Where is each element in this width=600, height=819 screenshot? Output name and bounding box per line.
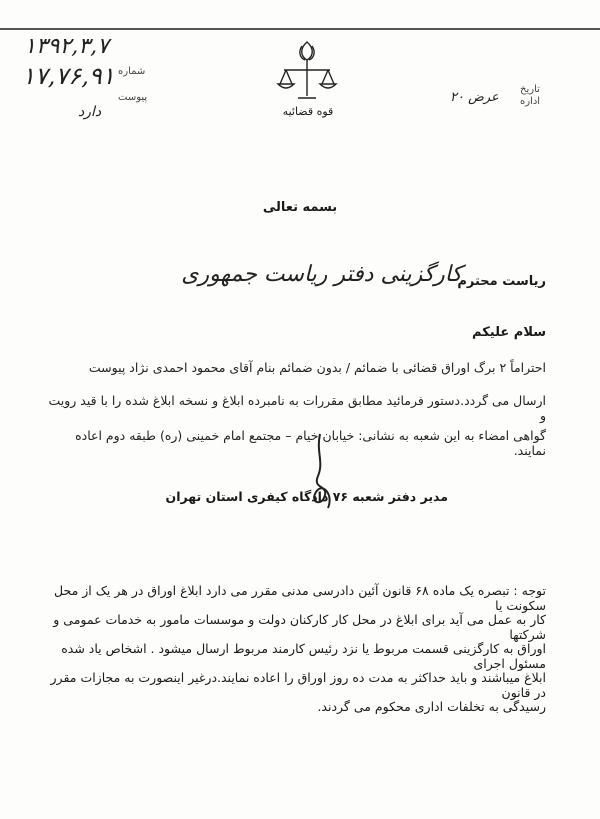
number-label: شماره: [118, 66, 146, 77]
body-line-2: ارسال می گردد.دستور فرمائید مطابق مقررات به نامبرده ابلاغ و نسخه ابلاغ شده را با قید رویت و: [48, 393, 546, 423]
signature-title: مدیر دفتر شعبه ۷۶ دادگاه کیفری استان تهران: [165, 489, 448, 504]
note-line-2: کار به عمل می آید برای ابلاغ در محل کار کارکنان دولت و موسسات مامور به خدمات عمومی و شرکتها: [53, 612, 546, 642]
attachment-label: پیوست: [118, 92, 148, 103]
handwritten-date-right: ۲۰ عرض: [450, 90, 499, 105]
note-line-5: رسیدگی به تخلفات اداری محکوم می گردند.: [317, 699, 546, 714]
handwritten-date: ۱۳۹۲,۳,۷: [24, 34, 109, 59]
header-rule: [0, 28, 600, 30]
date-label: تاریخ: [520, 84, 540, 95]
office-label: اداره: [520, 96, 541, 107]
judiciary-emblem-icon: [272, 36, 342, 104]
emblem-caption: قوه قضائیه: [282, 105, 334, 118]
handwritten-attachment: دارد: [78, 104, 102, 120]
bismillah-heading: بسمه تعالی: [262, 200, 338, 215]
addressee-prefix: ریاست محترم: [457, 274, 546, 289]
greeting: سلام علیکم: [472, 325, 546, 340]
handwritten-number: ۱۷,۷۶,۹۱: [22, 62, 115, 90]
body-line-1: احتراماً ۲ برگ اوراق قضائی با ضمائم / بدون ضمائم بنام آقای محمود احمدی نژاد پیوست: [88, 360, 546, 375]
addressee-handwritten: کارگزینی دفتر ریاست جمهوری: [181, 262, 462, 287]
body-line-3: گواهی امضاء به این شعبه به نشانی: خیابان خیام – مجتمع امام خمینی (ره) طبقه دوم اعاده نمایند.: [75, 428, 546, 458]
note-line-1: توجه : تبصره یک ماده ۶۸ قانون آئین دادرسی مدنی مقرر می دارد ابلاغ اوراق در هر یک از محل سکونت یا: [54, 583, 546, 613]
note-line-3: اوراق به کارگزینی قسمت مربوط یا نزد رئیس کارمند مربوط ارسال میشود . اشخاص یاد شده مسئول اجرای: [61, 641, 546, 671]
note-line-4: ابلاغ میباشند و باید حداکثر به مدت ده روز اوراق را اعاده نمایند.درغیر اینصورت به مجازات مقرر در قانون: [50, 670, 546, 700]
